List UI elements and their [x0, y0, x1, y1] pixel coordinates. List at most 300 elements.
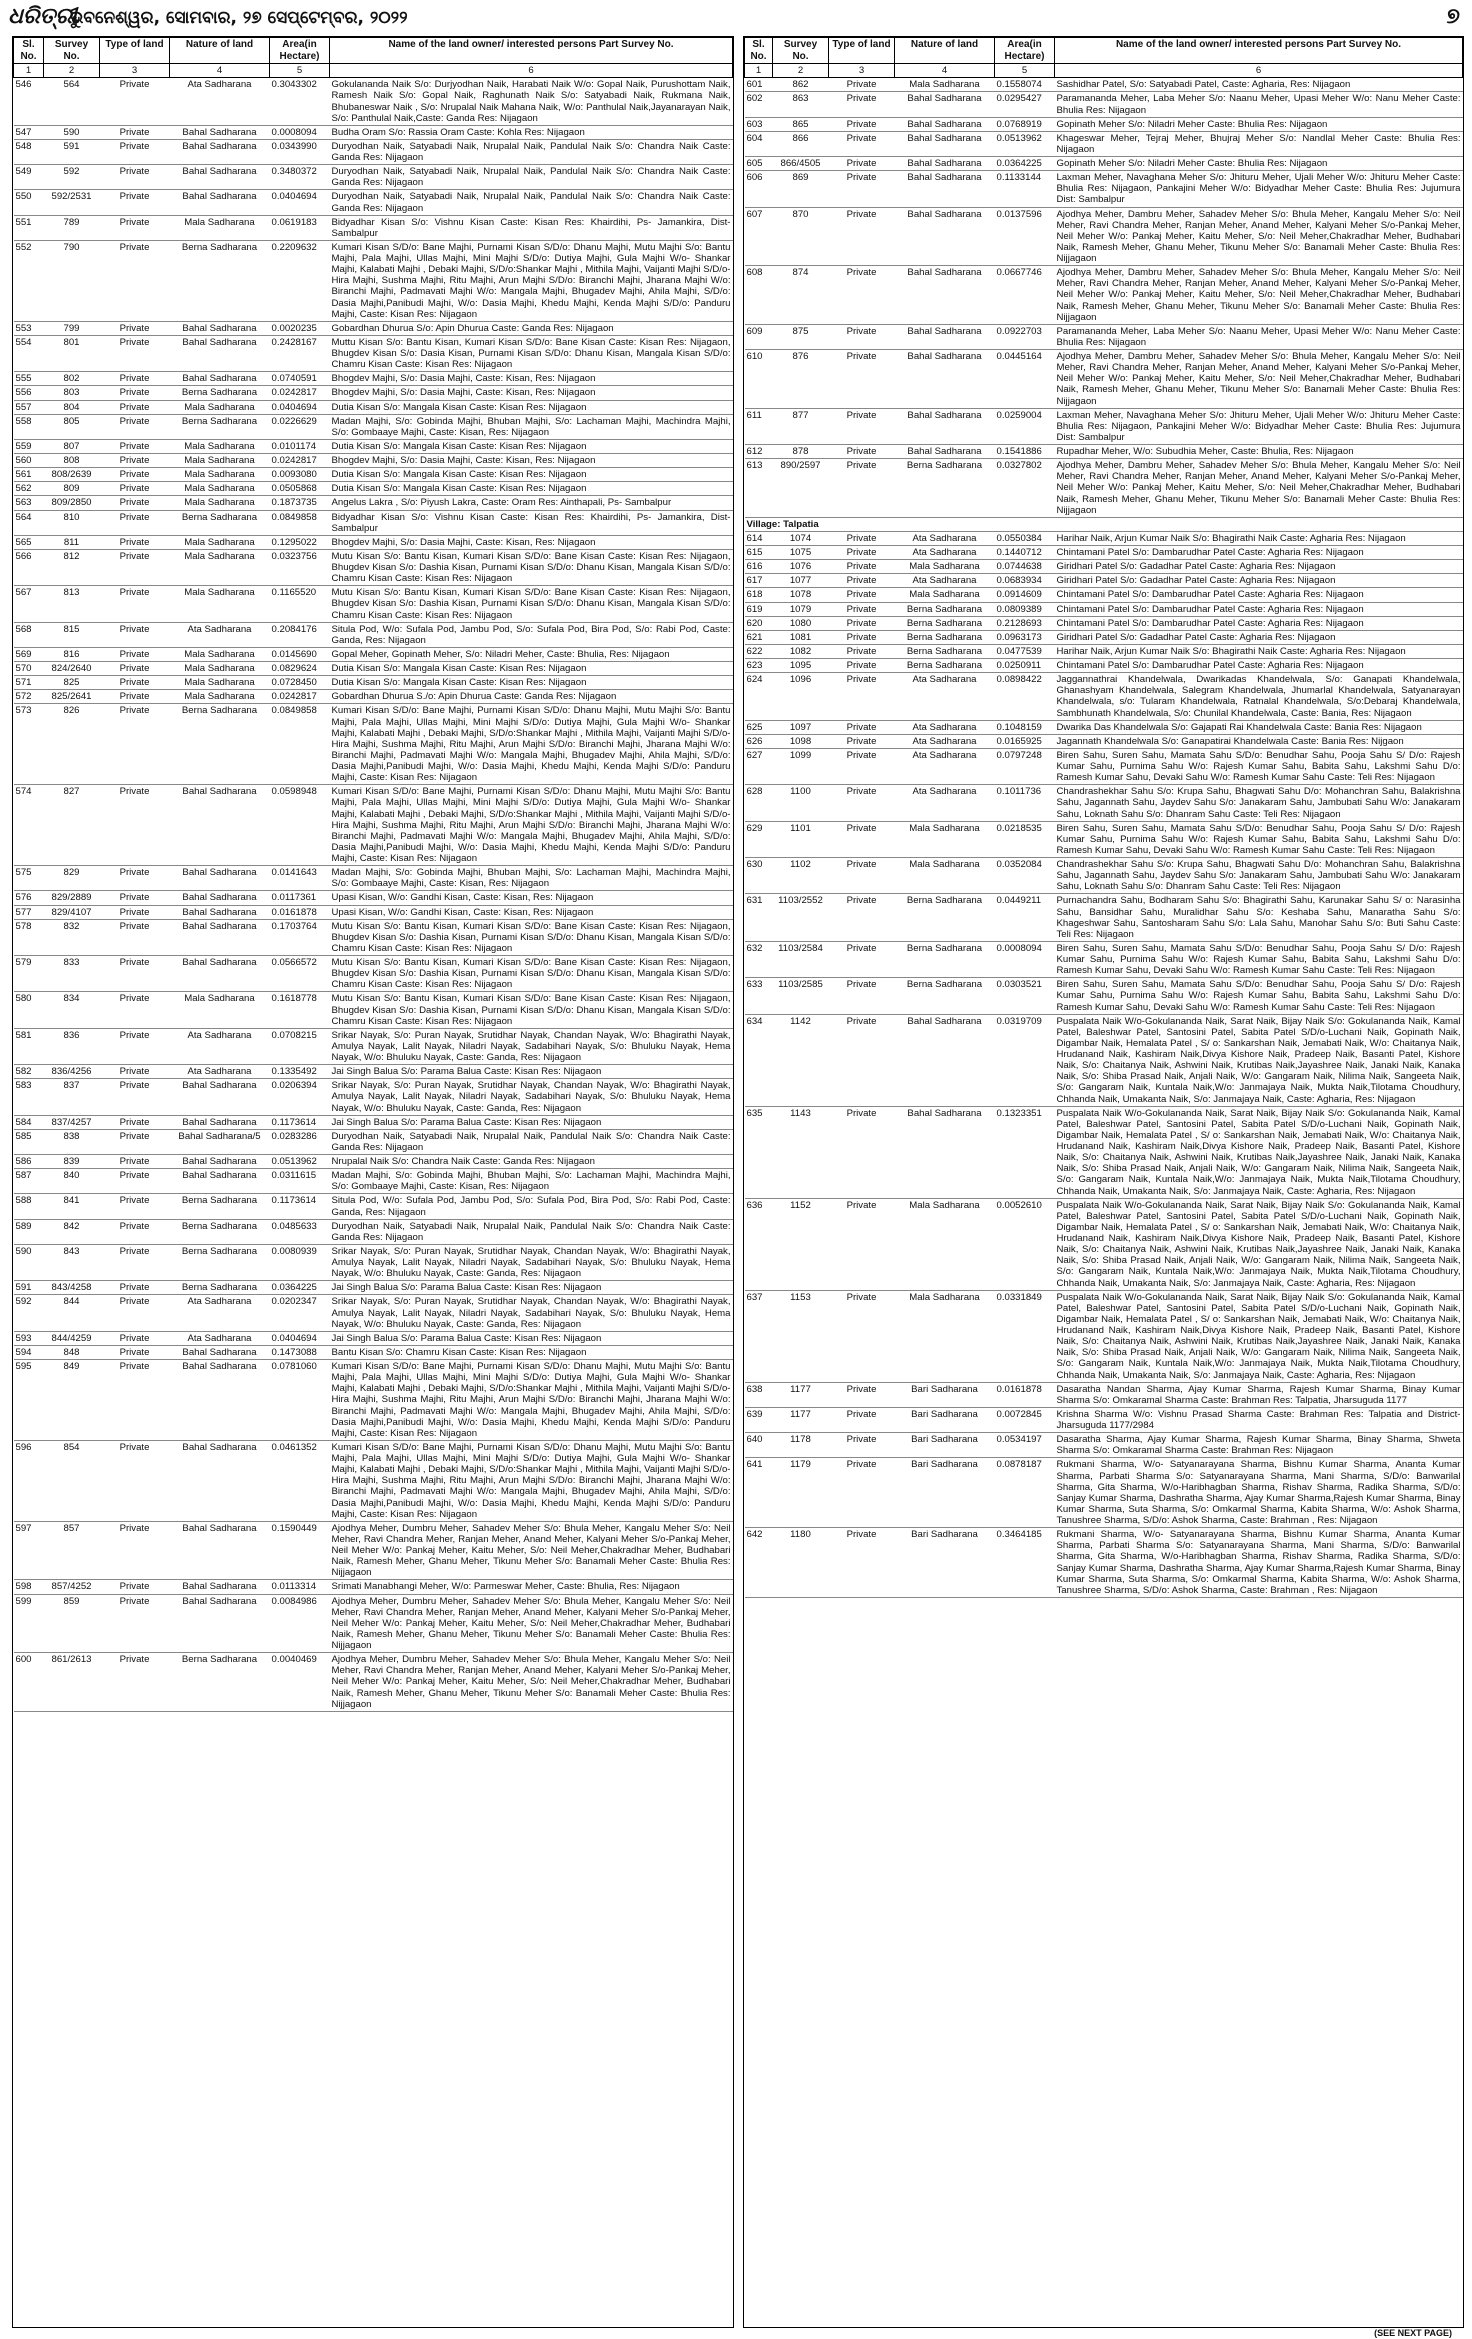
survey-number: 838: [44, 1129, 100, 1154]
survey-number: 866: [773, 131, 829, 156]
serial-number: 561: [14, 468, 44, 482]
survey-number: 811: [44, 535, 100, 549]
col-header: Name of the land owner/ interested persons Part Survey No.: [330, 38, 733, 64]
owner-names: Giridhari Patel S/o: Gadadhar Patel Caste: Agharia Res: Nijagaon: [1055, 574, 1463, 588]
survey-number: 837: [44, 1079, 100, 1115]
owner-names: Dutia Kisan S/o: Mangala Kisan Caste: Kisan Res: Nijagaon: [330, 482, 733, 496]
serial-number: 556: [14, 386, 44, 400]
land-type: Private: [829, 644, 895, 658]
land-nature: Mala Sadharana: [170, 482, 270, 496]
survey-number: 808/2639: [44, 468, 100, 482]
table-row: [745, 748, 1463, 784]
table-row: [745, 734, 1463, 748]
survey-number: 1101: [773, 821, 829, 857]
land-type: Private: [100, 1653, 170, 1712]
owner-names: Gopinath Meher S/o: Niladri Meher Caste: Bhulia Res: Nijagaon: [1055, 157, 1463, 171]
owner-names: Giridhari Patel S/o: Gadadhar Patel Caste: Agharia Res: Nijagaon: [1055, 630, 1463, 644]
owner-names: Bidyadhar Kisan S/o: Vishnu Kisan Caste: Kisan Res: Khairdihi, Ps- Jamankira, Dist-Sambalpur: [331, 511, 731, 534]
land-nature: Bahal Sadharana: [170, 165, 270, 190]
serial-number: 549: [14, 165, 44, 190]
area-hectare: 0.0513962: [995, 131, 1055, 156]
land-type: Private: [100, 956, 170, 992]
owner-names: Duryodhan Naik, Satyabadi Naik, Nrupalal Naik, Pandulal Naik S/o: Chandra Naik Caste: Ganda Res: Nijagaon: [331, 140, 731, 164]
serial-number: 596: [14, 1440, 44, 1521]
owner-names: Gokulananda Naik S/o: Durjyodhan Naik, Harabati Naik W/o: Gopal Naik, Purushottam Naik, Ramesh Naik S/o: Gopal Naik, Raghunath Naik S/o: Satyabadi Naik, Rukmana Naik, Bhubaneswar Naik , S/o: Nrupalal Naik Mahana Naik, W/o: Panthulal Naik,Jayanarayan Naik, S/o: Panthulal Naik,Caste: Ganda Res: Nijagaon: [331, 79, 731, 124]
area-hectare: 0.0598948: [270, 785, 330, 866]
column-headers: [745, 38, 1463, 64]
land-type: Private: [100, 1331, 170, 1345]
land-nature: Bari Sadharana: [895, 1433, 995, 1458]
table-row: [14, 1594, 733, 1653]
serial-number: 594: [14, 1345, 44, 1359]
area-hectare: 0.0117361: [270, 891, 330, 905]
area-hectare: 0.0202347: [270, 1295, 330, 1331]
owner-names: Madan Majhi, S/o: Gobinda Majhi, Bhuban Majhi, S/o: Lachaman Majhi, Machindra Majhi, S/o: Gombaaye Majhi, Caste: Kisan, Res: Nijagaon: [331, 415, 731, 438]
area-hectare: 0.0242817: [270, 386, 330, 400]
area-hectare: 0.0250911: [995, 659, 1055, 673]
owner-names: Budha Oram S/o: Rassia Oram Caste: Kohla Res: Nijagaon: [330, 125, 733, 139]
land-type: Private: [829, 1407, 895, 1432]
right-table-body-village: [745, 531, 1463, 1597]
col-header: Sl. No.: [14, 38, 44, 64]
owner-names: Muttu Kisan S/o: Bantu Kisan, Kumari Kisan S/D/o: Bane Kisan Caste: Kisan Res: Nijagaon, Bhugdev Kisan S/o: Dasia Kisan, Purnami Kisan S/D/o: Dhanu Kisan, Mangala Kisan S/D/o: Chamru Kisan Caste: Kisan Res: Nijagaon: [331, 336, 731, 371]
serial-number: 567: [14, 586, 44, 622]
survey-number: 1177: [773, 1407, 829, 1432]
newspaper-logo: ଧରିତ୍ରୀ: [8, 4, 77, 29]
survey-number: 789: [44, 215, 100, 240]
see-next-page: (SEE NEXT PAGE): [1374, 2328, 1452, 2338]
land-nature: Bahal Sadharana: [170, 190, 270, 215]
land-type: Private: [100, 1155, 170, 1169]
land-type: Private: [829, 157, 895, 171]
owner-names: Dutia Kisan S/o: Mangala Kisan Caste: Kisan Res: Nijagaon: [330, 468, 733, 482]
area-hectare: 0.0040469: [270, 1653, 330, 1712]
serial-number: 612: [745, 445, 773, 459]
land-nature: Bahal Sadharana: [895, 1014, 995, 1106]
land-nature: Bahal Sadharana: [170, 1440, 270, 1521]
land-nature: Bahal Sadharana: [170, 372, 270, 386]
left-column: [12, 36, 734, 2328]
owner-names: Ajodhya Meher, Dambru Meher, Sahadev Meher S/o: Bhula Meher, Kangalu Meher S/o: Neil Meher, Ravi Chandra Meher, Ranjan Meher, Anand Meher, Kalyani Meher S/o-Pankaj Meher, Neil Meher W/o: Pankaj Meher, Kaitu Meher, S/o: Neil Meher,Chakradhar Meher, Budhabari Naik, Ramesh Meher, Ghanu Meher, Tikunu Meher S/o: Banamali Meher Caste: Bhulia Res: Nijjagaon: [1056, 267, 1461, 323]
table-row: [14, 1521, 733, 1580]
owner-names: Puspalata Naik W/o-Gokulananda Naik, Sarat Naik, Bijay Naik S/o: Gokulananda Naik, Kamal Patel, Baleshwar Patel, Santosini Patel, Sabita Patel S/D/o-Luchani Naik, Gopinath Naik, Digambar Naik, Hemalata Patel , S/ o: Sankarshan Naik, Jemabati Naik, W/o: Chaitanya Naik, Hrudanand Naik, Kashiram Naik,Divya Kishore Naik, Pradeep Naik, Basanti Patel, Kishore Naik, S/o: Chaitanya Naik, Ashwini Naik, Krutibas Naik,Jayashree Naik, Janaki Naik, Kanaka Naik, S/o: Shiba Prasad Naik, Anjali Naik, W/o: Gangaram Naik, Nilima Naik, Sangeeta Naik, S/o: Gangaram Naik, Kuntala Naik,W/o: Janmajaya Naik, Mukta Naik,Tilotama Choudhury, Chhanda Naik, Umakanta Naik, S/o: Janmajaya Naik, Caste: Agharia, Res: Nijagaon: [1056, 1107, 1461, 1197]
land-nature: Ata Sadharana: [170, 1028, 270, 1064]
land-nature: Bari Sadharana: [895, 1528, 995, 1598]
survey-number: 857: [44, 1521, 100, 1580]
land-type: Private: [100, 439, 170, 453]
land-type: Private: [100, 386, 170, 400]
survey-number: 870: [773, 207, 829, 266]
serial-number: 622: [745, 644, 773, 658]
land-nature: Mala Sadharana: [170, 992, 270, 1028]
land-nature: Ata Sadharana: [895, 673, 995, 721]
serial-number: 635: [745, 1106, 773, 1198]
table-row: [14, 905, 733, 919]
survey-number: 866/4505: [773, 157, 829, 171]
table-row: [14, 439, 733, 453]
area-hectare: 0.1048159: [995, 720, 1055, 734]
survey-number: 1075: [773, 546, 829, 560]
area-hectare: 0.0242817: [270, 690, 330, 704]
owner-names: Ajodhya Meher, Dumbru Meher, Sahadev Meher S/o: Bhula Meher, Kangalu Meher S/o: Neil Meher, Ravi Chandra Meher, Ranjan Meher, Anand Meher, Kalyani Meher S/o-Pankaj Meher, Neil Meher W/o: Pankaj Meher, Kaitu Meher, S/o: Neil Meher,Chakradhar Meher, Budhabari Naik, Ramesh Meher, Ghanu Meher, Tikunu Meher S/o: Banamali Meher Caste: Bhulia Res: Nijjagaon: [331, 1654, 731, 1710]
owner-names: Dutia Kisan S/o: Mangala Kisan Caste: Kisan Res: Nijagaon: [330, 439, 733, 453]
owner-names: Duryodhan Naik, Satyabadi Naik, Nrupalal Naik, Pandulal Naik S/o: Chandra Naik Caste: Ganda Res: Nijagaon: [331, 1130, 731, 1153]
land-nature: Berna Sadharana: [895, 644, 995, 658]
land-nature: Berna Sadharana: [895, 630, 995, 644]
owner-names: Gobardhan Dhurua S/o: Apin Dhurua Caste: Ganda Res: Nijagaon: [330, 321, 733, 335]
land-nature: Bahal Sadharana: [170, 785, 270, 866]
land-nature: Mala Sadharana: [170, 496, 270, 510]
survey-number: 590: [44, 125, 100, 139]
area-hectare: 0.2428167: [270, 335, 330, 371]
survey-number: 1077: [773, 574, 829, 588]
land-nature: Ata Sadharana: [170, 622, 270, 647]
owner-names: Purnachandra Sahu, Bodharam Sahu S/o: Bhagirathi Sahu, Karunakar Sahu S/ o: Narasinha Sahu, Bansidhar Sahu, Muralidhar Sahu S/o: Keshaba Sahu, Manaratha Sahu S/o: Khageshwar Sahu, Santosharam Sahu S/o: Lala Sahu, Manohar Sahu S/o: Buti Sahu Caste: Teli Res: Nijagaon: [1056, 895, 1461, 940]
land-nature: Berna Sadharana: [170, 704, 270, 785]
land-nature: Mala Sadharana: [895, 560, 995, 574]
table-row: [14, 586, 733, 622]
owner-names: Chandrashekhar Sahu S/o: Krupa Sahu, Bhagwati Sahu D/o: Mohanchran Sahu, Balakrishna Sahu, Jagannath Sahu, Jaydev Sahu S/o: Janakaram Sahu, Jambubati Sahu W/o: Janakaram Sahu, Loknath Sahu S/o: Dhanram Sahu Caste: Teli Res: Nijagaon: [1056, 786, 1461, 820]
col-header: Survey No.: [773, 38, 829, 64]
land-type: Private: [100, 1345, 170, 1359]
area-hectare: 0.0829624: [270, 662, 330, 676]
table-row: [745, 720, 1463, 734]
survey-number: 874: [773, 266, 829, 325]
serial-number: 575: [14, 866, 44, 891]
owner-names: Jai Singh Balua S/o: Parama Balua Caste: Kisan Res: Nijagaon: [330, 1281, 733, 1295]
table-row: [14, 992, 733, 1028]
area-hectare: 0.0327802: [995, 459, 1055, 518]
survey-number: 805: [44, 414, 100, 439]
land-nature: Mala Sadharana: [895, 588, 995, 602]
land-type: Private: [100, 78, 170, 126]
area-hectare: 0.0550384: [995, 531, 1055, 545]
serial-number: 566: [14, 549, 44, 585]
area-hectare: 0.0364225: [270, 1281, 330, 1295]
owner-names: Srikar Nayak, S/o: Puran Nayak, Srutidhar Nayak, Chandan Nayak, W/o: Bhagirathi Nayak, Amulya Nayak, Lalit Nayak, Niladri Nayak, Sadabihari Nayak, S/o: Bhuluku Nayak, Hema Nayak, W/o: Bhuluku Nayak, Caste: Ganda, Res: Nijagaon: [331, 1296, 731, 1330]
survey-number: 829/4107: [44, 905, 100, 919]
owner-names: Chintamani Patel S/o: Dambarudhar Patel Caste: Agharia Res: Nijagaon: [1055, 659, 1463, 673]
area-hectare: 0.0343990: [270, 139, 330, 164]
land-type: Private: [829, 659, 895, 673]
survey-number: 834: [44, 992, 100, 1028]
land-nature: Berna Sadharana: [170, 414, 270, 439]
owner-names: Ajodhya Meher, Dumbru Meher, Sahadev Meher S/o: Bhula Meher, Kangalu Meher S/o: Neil Meher, Ravi Chandra Meher, Ranjan Meher, Anand Meher, Kalyani Meher S/o-Pankaj Meher, Neil Meher W/o: Pankaj Meher, Kaitu Meher, S/o: Neil Meher,Chakradhar Meher, Budhabari Naik, Ramesh Meher, Ghanu Meher, Tikunu Meher S/o: Banamali Meher Caste: Bhulia Res: Nijjagaon: [331, 1522, 731, 1579]
survey-number: 816: [44, 647, 100, 661]
survey-number: 857/4252: [44, 1580, 100, 1594]
table-row: [14, 482, 733, 496]
land-nature: Ata Sadharana: [895, 748, 995, 784]
survey-number: 1177: [773, 1382, 829, 1407]
land-type: Private: [100, 454, 170, 468]
area-hectare: 0.0008094: [270, 125, 330, 139]
col-header: Name of the land owner/ interested persons Part Survey No.: [1055, 38, 1463, 64]
owner-names: Rupadhar Meher, W/o: Subudhia Meher, Caste: Bhulia, Res: Nijagaon: [1055, 445, 1463, 459]
serial-number: 593: [14, 1331, 44, 1345]
table-row: [745, 324, 1463, 349]
survey-number: 809/2850: [44, 496, 100, 510]
area-hectare: 0.0809389: [995, 602, 1055, 616]
owner-names: Nrupalal Naik S/o: Chandra Naik Caste: Ganda Res: Nijagaon: [330, 1155, 733, 1169]
table-row: [745, 560, 1463, 574]
serial-number: 597: [14, 1521, 44, 1580]
serial-number: 640: [745, 1433, 773, 1458]
survey-number: 1082: [773, 644, 829, 658]
land-type: Private: [829, 117, 895, 131]
area-hectare: 0.1541886: [995, 445, 1055, 459]
serial-number: 571: [14, 676, 44, 690]
table-row: [745, 616, 1463, 630]
owner-names: Jai Singh Balua S/o: Parama Balua Caste: Kisan Res: Nijagaon: [330, 1115, 733, 1129]
survey-number: 842: [44, 1219, 100, 1244]
land-nature: Berna Sadharana: [170, 510, 270, 535]
survey-number: 861/2613: [44, 1653, 100, 1712]
land-nature: Bahal Sadharana: [170, 1079, 270, 1115]
serial-number: 554: [14, 335, 44, 371]
serial-number: 585: [14, 1129, 44, 1154]
table-row: [745, 644, 1463, 658]
owner-names: Dasaratha Nandan Sharma, Ajay Kumar Sharma, Rajesh Kumar Sharma, Binay Kumar Sharma S/o: Omkaramal Sharma Caste: Brahman Res: Talpatia, Jharsuguda 1177: [1056, 1383, 1461, 1406]
owner-names: Kumari Kisan S/D/o: Bane Majhi, Purnami Kisan S/D/o: Dhanu Majhi, Mutu Majhi S/o: Bantu Majhi, Pala Majhi, Ullas Majhi, Mini Majhi S/D/o: Dutiya Majhi, Gula Majhi W/o- Shankar Majhi, Kalabati Majhi , Debaki Majhi, S/D/o:Shankar Majhi , Mithila Majhi, Vaijanti Majhi S/D/o- Hira Majhi, Sushma Majhi, Ritu Majhi, Arun Majhi S/D/o: Biranchi Majhi, Jharana Majhi W/o: Biranchi Majhi, Padmavati Majhi W/o: Mangala Majhi, Bhugadev Majhi, Ahila Majhi, S/D/o: Dasia Majhi,Panibudi Majhi, W/o: Dasia Majhi, Khedu Majhi, Kenda Majhi S/D/o: Panduru Majhi, Caste: Kisan Res: Nijagaon: [331, 786, 731, 865]
land-nature: Bahal Sadharana: [895, 117, 995, 131]
owner-names: Chandrashekhar Sahu S/o: Krupa Sahu, Bhagwati Sahu D/o: Mohanchran Sahu, Balakrishna Sahu, Jagannath Sahu, Jaydev Sahu S/o: Janakaram Sahu, Jambubati Sahu W/o: Janakaram Sahu, Loknath Sahu S/o: Dhanram Sahu Caste: Teli Res: Nijagaon: [1056, 859, 1461, 893]
land-type: Private: [100, 647, 170, 661]
survey-number: 829/2889: [44, 891, 100, 905]
table-row: [745, 117, 1463, 131]
area-hectare: 0.3043302: [270, 78, 330, 126]
col-number: 3: [829, 64, 895, 78]
owner-names: Rukmani Sharma, W/o- Satyanarayana Sharma, Bishnu Kumar Sharma, Ananta Kumar Sharma, Parbati Sharma S/o: Satyanarayana Sharma, Mani Sharma, S/D/o: Banwarilal Sharma, Gita Sharma, W/o-Haribhagban Sharma, Rishav Sharma, Radika Sharma, S/D/o: Sanjay Kumar Sharma, Dashratha Sharma, Ajay Kumar Sharma,Rajesh Kumar Sharma, Binay Kumar Sharma, Suta Sharma, S/o: Omkarmal Sharma, Kabita Sharma, W/o: Ashok Sharma, Tanushree Sharma, S/D/o: Ashok Sharma, Caste: Brahman , Res: Nijagaon: [1056, 1529, 1461, 1596]
survey-number: 803: [44, 386, 100, 400]
land-type: Private: [829, 131, 895, 156]
land-nature: Mala Sadharana: [895, 1198, 995, 1290]
serial-number: 627: [745, 748, 773, 784]
land-nature: Bahal Sadharana: [170, 1594, 270, 1653]
col-header: Area(in Hectare): [270, 38, 330, 64]
serial-number: 637: [745, 1290, 773, 1382]
area-hectare: 0.0404694: [270, 1331, 330, 1345]
table-row: [14, 1295, 733, 1331]
land-type: Private: [829, 78, 895, 92]
survey-number: 1179: [773, 1458, 829, 1528]
table-row: [14, 335, 733, 371]
owner-names: Sashidhar Patel, S/o: Satyabadi Patel, Caste: Agharia, Res: Nijagaon: [1055, 78, 1463, 92]
serial-number: 608: [745, 266, 773, 325]
land-type: Private: [829, 941, 895, 977]
area-hectare: 0.0008094: [995, 941, 1055, 977]
survey-number: 815: [44, 622, 100, 647]
owner-names: Srikar Nayak, S/o: Puran Nayak, Srutidhar Nayak, Chandan Nayak, W/o: Bhagirathi Nayak, Amulya Nayak, Lalit Nayak, Niladri Nayak, Sadabihari Nayak, S/o: Bhuluku Nayak, Hema Nayak, W/o: Bhuluku Nayak, Caste: Ganda, Res: Nijagaon: [331, 1029, 731, 1064]
area-hectare: 0.0963173: [995, 630, 1055, 644]
table-row: [14, 1360, 733, 1441]
serial-number: 599: [14, 1594, 44, 1653]
table-row: [745, 92, 1463, 117]
serial-number: 611: [745, 408, 773, 444]
area-hectare: 0.1133144: [995, 171, 1055, 207]
survey-number: 837/4257: [44, 1115, 100, 1129]
table-row: [745, 459, 1463, 518]
table-row: [14, 1028, 733, 1064]
land-nature: Bahal Sadharana: [170, 321, 270, 335]
table-row: [14, 1653, 733, 1712]
land-nature: Berna Sadharana: [895, 602, 995, 616]
area-hectare: 0.0781060: [270, 1360, 330, 1441]
survey-number: 1096: [773, 673, 829, 721]
owner-names: Duryodhan Naik, Satyabadi Naik, Nrupalal Naik, Pandulal Naik S/o: Chandra Naik Caste: Ganda Res: Nijagaon: [331, 1220, 731, 1243]
area-hectare: 0.1323351: [995, 1106, 1055, 1198]
survey-number: 826: [44, 704, 100, 785]
survey-number: 825/2641: [44, 690, 100, 704]
land-nature: Bahal Sadharana: [170, 1345, 270, 1359]
land-nature: Mala Sadharana: [170, 647, 270, 661]
owner-names: Biren Sahu, Suren Sahu, Mamata Sahu S/D/o: Benudhar Sahu, Pooja Sahu S/ D/o: Rajesh Kumar Sahu, Purnima Sahu W/o: Rajesh Kumar Sahu, Babita Sahu, Lakshmi Sahu D/o: Ramesh Kumar Sahu, Devaki Sahu W/o: Ramesh Kumar Sahu Caste: Teli Res: Nijagaon: [1056, 942, 1461, 977]
owner-names: Dutia Kisan S/o: Mangala Kisan Caste: Kisan Res: Nijagaon: [330, 400, 733, 414]
table-row: [14, 165, 733, 190]
survey-number: 836/4256: [44, 1065, 100, 1079]
area-hectare: 0.0161878: [270, 905, 330, 919]
land-nature: Mala Sadharana: [170, 454, 270, 468]
survey-number: 1103/2584: [773, 941, 829, 977]
land-type: Private: [100, 1594, 170, 1653]
land-nature: Ata Sadharana: [895, 531, 995, 545]
serial-number: 633: [745, 978, 773, 1014]
table-row: [745, 941, 1463, 977]
serial-number: 572: [14, 690, 44, 704]
owner-names: Bhogdev Majhi, S/o: Dasia Majhi, Caste: Kisan, Res: Nijagaon: [330, 454, 733, 468]
land-type: Private: [829, 350, 895, 409]
survey-number: 801: [44, 335, 100, 371]
land-type: Private: [829, 1106, 895, 1198]
area-hectare: 0.1873735: [270, 496, 330, 510]
land-type: Private: [100, 215, 170, 240]
owner-names: Gopinath Meher S/o: Niladri Meher Caste: Bhulia Res: Nijagaon: [1055, 117, 1463, 131]
owner-names: Dutia Kisan S/o: Mangala Kisan Caste: Kisan Res: Nijagaon: [330, 662, 733, 676]
land-nature: Berna Sadharana: [170, 1194, 270, 1219]
table-row: [745, 602, 1463, 616]
land-nature: Berna Sadharana: [895, 894, 995, 942]
survey-number: 809: [44, 482, 100, 496]
land-nature: Mala Sadharana: [895, 78, 995, 92]
land-nature: Berna Sadharana: [895, 659, 995, 673]
land-nature: Ata Sadharana: [895, 785, 995, 821]
area-hectare: 0.0667746: [995, 266, 1055, 325]
land-nature: Bahal Sadharana: [170, 139, 270, 164]
table-row: [745, 785, 1463, 821]
survey-number: 875: [773, 324, 829, 349]
owner-names: Biren Sahu, Suren Sahu, Mamata Sahu S/D/o: Benudhar Sahu, Pooja Sahu S/ D/o: Rajesh Kumar Sahu, Purnima Sahu W/o: Rajesh Kumar Sahu, Babita Sahu, Lakshmi Sahu D/o: Ramesh Kumar Sahu, Devaki Sahu W/o: Ramesh Kumar Sahu Caste: Teli Res: Nijagaon: [1056, 979, 1461, 1013]
col-number: 4: [895, 64, 995, 78]
col-header: Nature of land: [170, 38, 270, 64]
owner-names: Jai Singh Balua S/o: Parama Balua Caste: Kisan Res: Nijagaon: [330, 1065, 733, 1079]
area-hectare: 0.0080939: [270, 1244, 330, 1280]
owner-names: Bhogdev Majhi, S/o: Dasia Majhi, Caste: Kisan, Res: Nijagaon: [330, 386, 733, 400]
table-row: [14, 1331, 733, 1345]
land-type: Private: [829, 978, 895, 1014]
land-nature: Berna Sadharana: [170, 386, 270, 400]
survey-number: 825: [44, 676, 100, 690]
land-type: Private: [829, 408, 895, 444]
owner-names: Laxman Meher, Navaghana Meher S/o: Jhituru Meher, Ujali Meher W/o: Jhituru Meher Caste: Bhulia Res: Nijagaon, Pankajini Meher W/o: Bidyadhar Meher Caste: Bhulia Res: Jujumura Dist: Sambalpur: [1056, 172, 1461, 206]
land-nature: Bahal Sadharana: [170, 905, 270, 919]
column-headers: [14, 38, 733, 64]
land-type: Private: [829, 821, 895, 857]
table-row: [745, 1433, 1463, 1458]
area-hectare: 0.0364225: [995, 157, 1055, 171]
survey-number: 841: [44, 1194, 100, 1219]
survey-number: 1152: [773, 1198, 829, 1290]
area-hectare: 0.0449211: [995, 894, 1055, 942]
land-type: Private: [100, 165, 170, 190]
serial-number: 583: [14, 1079, 44, 1115]
area-hectare: 0.3464185: [995, 1528, 1055, 1598]
area-hectare: 0.1590449: [270, 1521, 330, 1580]
table-row: [745, 445, 1463, 459]
table-row: [14, 1065, 733, 1079]
survey-number: 1074: [773, 531, 829, 545]
owner-names: Upasi Kisan, W/o: Gandhi Kisan, Caste: Kisan, Res: Nijagaon: [330, 891, 733, 905]
serial-number: 595: [14, 1360, 44, 1441]
land-nature: Mala Sadharana: [170, 676, 270, 690]
table-row: [745, 659, 1463, 673]
serial-number: 565: [14, 535, 44, 549]
land-nature: Bahal Sadharana: [895, 131, 995, 156]
owner-names: Ajodhya Meher, Dumbru Meher, Sahadev Meher S/o: Bhula Meher, Kangalu Meher S/o: Neil Meher, Ravi Chandra Meher, Ranjan Meher, Anand Meher, Kalyani Meher S/o-Pankaj Meher, Neil Meher W/o: Pankaj Meher, Kaitu Meher, S/o: Neil Meher,Chakradhar Meher, Budhabari Naik, Ramesh Meher, Ghanu Meher, Tikunu Meher S/o: Banamali Meher Caste: Bhulia Res: Nijjagaon: [331, 1595, 731, 1652]
right-column: [743, 36, 1464, 2328]
survey-number: 1103/2585: [773, 978, 829, 1014]
table-row: [745, 1106, 1463, 1198]
land-type: Private: [100, 496, 170, 510]
owner-names: Gopal Meher, Gopinath Meher, S/o: Niladri Meher, Caste: Bhulia, Res: Nijagaon: [330, 647, 733, 661]
area-hectare: 0.0445164: [995, 350, 1055, 409]
serial-number: 600: [14, 1653, 44, 1712]
owner-names: Jagannath Khandelwala S/o: Ganapatirai Khandelwala Caste: Bania Res: Nijgaon: [1055, 734, 1463, 748]
land-type: Private: [100, 549, 170, 585]
owner-names: Harihar Naik, Arjun Kumar Naik S/o: Bhagirathi Naik Caste: Agharia Res: Nijagaon: [1055, 644, 1463, 658]
land-type: Private: [100, 482, 170, 496]
table-row: [14, 468, 733, 482]
land-nature: Bahal Sadharana: [895, 408, 995, 444]
table-row: [14, 785, 733, 866]
village-section: [745, 517, 1463, 531]
table-row: [14, 1079, 733, 1115]
land-nature: Ata Sadharana: [170, 1331, 270, 1345]
table-row: [745, 1198, 1463, 1290]
land-nature: Bahal Sadharana: [170, 335, 270, 371]
survey-number: 1079: [773, 602, 829, 616]
col-number: 5: [270, 64, 330, 78]
serial-number: 624: [745, 673, 773, 721]
serial-number: 607: [745, 207, 773, 266]
area-hectare: 0.0534197: [995, 1433, 1055, 1458]
owner-names: Mutu Kisan S/o: Bantu Kisan, Kumari Kisan S/D/o: Bane Kisan Caste: Kisan Res: Nijagaon, Bhugdev Kisan S/o: Dashia Kisan, Purnami Kisan S/D/o: Dhanu Kisan, Mangala Kisan S/D/o: Chamru Kisan Caste: Kisan Res: Nijagaon: [331, 993, 731, 1027]
col-number: 2: [773, 64, 829, 78]
survey-number: 1076: [773, 560, 829, 574]
table-row: [745, 574, 1463, 588]
land-type: Private: [829, 630, 895, 644]
land-type: Private: [829, 1382, 895, 1407]
area-hectare: 0.1473088: [270, 1345, 330, 1359]
table-row: [14, 510, 733, 535]
land-nature: Ata Sadharana: [895, 574, 995, 588]
land-type: Private: [100, 1281, 170, 1295]
area-hectare: 0.0849858: [270, 704, 330, 785]
area-hectare: 0.0728450: [270, 676, 330, 690]
table-row: [745, 350, 1463, 409]
serial-number: 548: [14, 139, 44, 164]
owner-names: Laxman Meher, Navaghana Meher S/o: Jhituru Meher, Ujali Meher W/o: Jhituru Meher Caste: Bhulia Res: Nijagaon, Pankajini Meher W/o: Bidyadhar Meher Caste: Bhulia Res: Jujumura Dist: Sambalpur: [1056, 409, 1461, 443]
serial-number: 589: [14, 1219, 44, 1244]
land-nature: Berna Sadharana: [895, 941, 995, 977]
